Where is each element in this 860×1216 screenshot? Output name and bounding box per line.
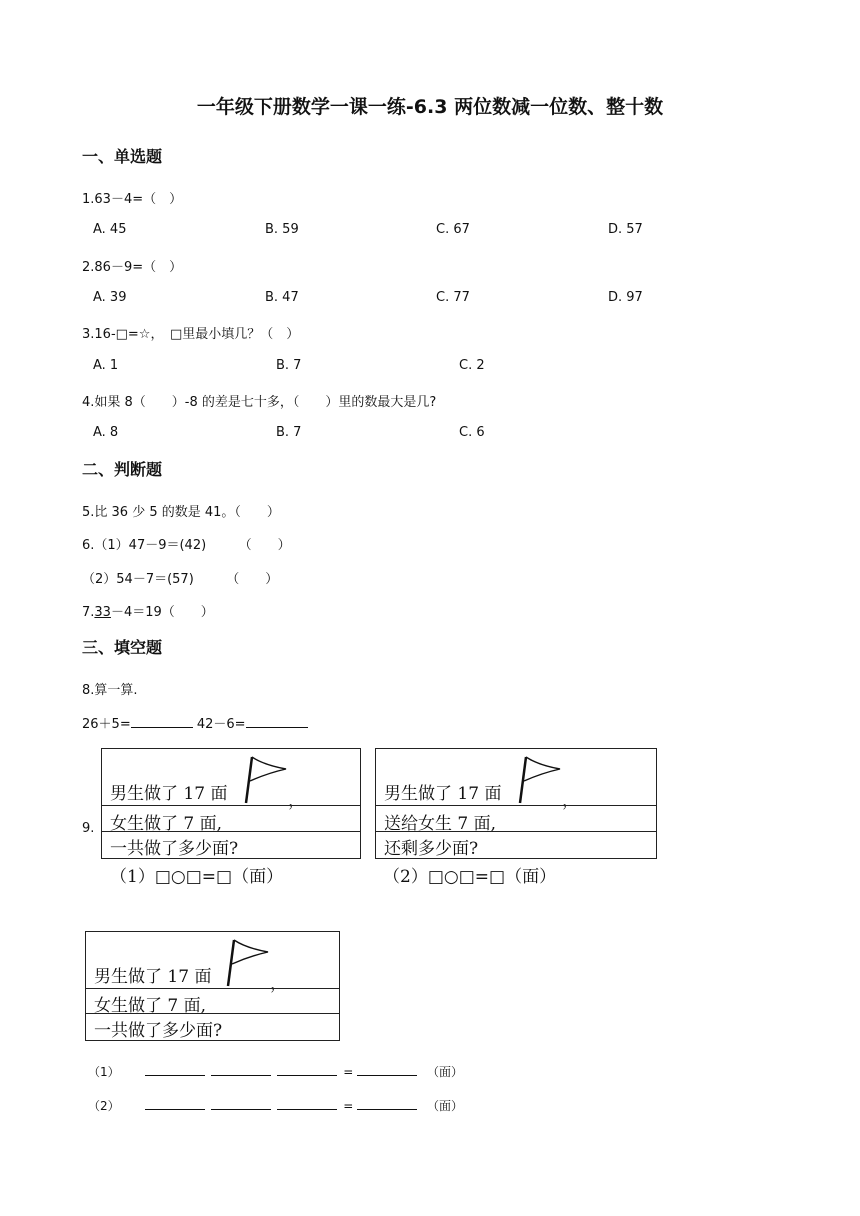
q2-option-a: A. 39 bbox=[93, 290, 127, 305]
answer-line-1 bbox=[88, 1063, 463, 1080]
flag-icon bbox=[242, 751, 292, 805]
box2-line-3: 还剩多少面? bbox=[384, 839, 479, 859]
q8-blank-2[interactable] bbox=[246, 715, 308, 728]
box2-line-1: 男生做了 17 面 bbox=[384, 784, 502, 804]
unit-label: （面） bbox=[427, 1099, 464, 1113]
box1-line-2: 女生做了 7 面, bbox=[110, 814, 223, 834]
question-6-part-1: 6.（1）47－9＝(42) （ ） bbox=[82, 538, 291, 553]
box1-line-3: 一共做了多少面? bbox=[110, 839, 239, 859]
word-problem-box-2 bbox=[375, 748, 657, 859]
page-title: 一年级下册数学一课一练-6.3 两位数减一位数、整十数 bbox=[196, 96, 664, 118]
question-3: 3.16-□=☆， □里最小填几？（ ） bbox=[82, 327, 300, 342]
q1-option-c: C. 67 bbox=[436, 222, 470, 237]
answer-blank[interactable] bbox=[277, 1064, 337, 1076]
q7-rest: －4＝19（ ） bbox=[110, 605, 214, 620]
question-6-part-2: （2）54－7＝(57) （ ） bbox=[82, 572, 279, 587]
section-true-false: 二、判断题 bbox=[82, 460, 163, 479]
answer-blank[interactable] bbox=[357, 1064, 417, 1076]
word-problem-box-1 bbox=[101, 748, 361, 859]
box2-line-2: 送给女生 7 面, bbox=[384, 814, 497, 834]
unit-label: （面） bbox=[427, 1065, 464, 1079]
answer-line-2-label: （2） bbox=[88, 1099, 120, 1113]
q7-prefix: 7. bbox=[82, 605, 95, 620]
box3-line-2: 女生做了 7 面, bbox=[94, 996, 207, 1016]
box3-line-1: 男生做了 17 面 bbox=[94, 967, 212, 987]
flag-icon bbox=[516, 751, 566, 805]
answer-blank[interactable] bbox=[145, 1098, 205, 1110]
q4-option-c: C. 6 bbox=[459, 425, 485, 440]
q4-option-b: B. 7 bbox=[276, 425, 302, 440]
q3-option-c: C. 2 bbox=[459, 358, 485, 373]
section-fill-in: 三、填空题 bbox=[82, 638, 163, 657]
q8-expr-1: 26＋5= bbox=[82, 717, 131, 732]
answer-blank[interactable] bbox=[357, 1098, 417, 1110]
question-4: 4.如果 8（ ）-8 的差是七十多，（ ）里的数最大是几? bbox=[82, 395, 437, 410]
q8-expr-2: 42－6= bbox=[196, 717, 246, 732]
box3-line-3: 一共做了多少面? bbox=[94, 1021, 223, 1041]
q2-option-b: B. 47 bbox=[265, 290, 299, 305]
q9-formula-2: （2）□○□=□（面） bbox=[383, 867, 557, 887]
word-problem-box-3 bbox=[85, 931, 340, 1041]
answer-blank[interactable] bbox=[145, 1064, 205, 1076]
question-8-label: 8.算一算. bbox=[82, 683, 138, 698]
question-1: 1.63－4=（ ） bbox=[82, 192, 183, 207]
q7-underlined-number: 33 bbox=[94, 605, 111, 620]
q2-option-c: C. 77 bbox=[436, 290, 470, 305]
answer-blank[interactable] bbox=[211, 1098, 271, 1110]
box2-comma: ， bbox=[562, 791, 579, 811]
q1-option-d: D. 57 bbox=[608, 222, 643, 237]
answer-blank[interactable] bbox=[277, 1098, 337, 1110]
answer-blank[interactable] bbox=[211, 1064, 271, 1076]
answer-line-2 bbox=[88, 1097, 463, 1114]
q2-option-d: D. 97 bbox=[608, 290, 643, 305]
equals-sign: = bbox=[343, 1065, 354, 1079]
question-8-expressions bbox=[82, 713, 308, 732]
flag-icon bbox=[224, 934, 274, 988]
question-9-label: 9. bbox=[82, 821, 95, 836]
q3-option-b: B. 7 bbox=[276, 358, 302, 373]
q1-option-b: B. 59 bbox=[265, 222, 299, 237]
q4-option-a: A. 8 bbox=[93, 425, 119, 440]
section-single-choice: 一、单选题 bbox=[82, 147, 163, 166]
question-7 bbox=[82, 601, 214, 620]
q8-blank-1[interactable] bbox=[131, 715, 193, 728]
box1-comma: ， bbox=[288, 791, 305, 811]
answer-line-1-label: （1） bbox=[88, 1065, 120, 1079]
box1-line-1: 男生做了 17 面 bbox=[110, 784, 228, 804]
question-5: 5.比 36 少 5 的数是 41。（ ） bbox=[82, 505, 280, 520]
q1-option-a: A. 45 bbox=[93, 222, 127, 237]
q9-formula-1: （1）□○□=□（面） bbox=[110, 867, 284, 887]
box3-comma: ， bbox=[270, 974, 287, 994]
question-2: 2.86－9=（ ） bbox=[82, 260, 183, 275]
q3-option-a: A. 1 bbox=[93, 358, 119, 373]
equals-sign: = bbox=[343, 1099, 354, 1113]
